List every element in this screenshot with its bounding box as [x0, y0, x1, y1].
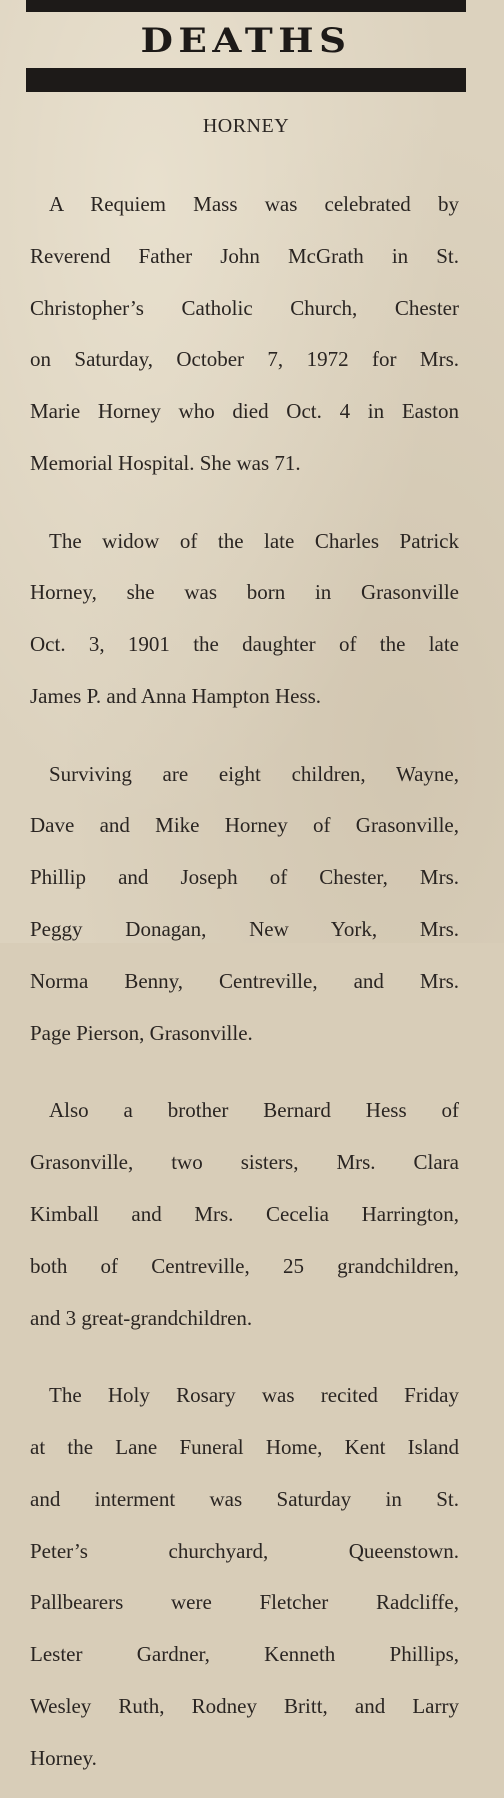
- top-rule: [26, 0, 466, 12]
- text-line: Wesley Ruth, Rodney Britt, and Larry: [30, 1694, 459, 1719]
- text-line: Horney.: [30, 1745, 97, 1770]
- text-line: Surviving are eight children, Wayne,: [49, 761, 459, 786]
- text-line: at the Lane Funeral Home, Kent Island: [30, 1435, 459, 1460]
- paragraph-widow: [30, 503, 459, 736]
- text-line: Page Pierson, Grasonville.: [30, 1020, 253, 1045]
- text-line: Grasonville, two sisters, Mrs. Clara: [30, 1150, 459, 1175]
- text-line: and interment was Saturday in St.: [30, 1486, 459, 1511]
- text-line: A Requiem Mass was celebrated by: [49, 191, 459, 216]
- paragraph-survivors: [30, 736, 459, 1073]
- text-line: Oct. 3, 1901 the daughter of the late: [30, 632, 459, 657]
- text-line: Christopher’s Catholic Church, Chester: [30, 295, 459, 320]
- text-line: Phillip and Joseph of Chester, Mrs.: [30, 865, 459, 890]
- text-line: on Saturday, October 7, 1972 for Mrs.: [30, 347, 459, 372]
- text-line: Dave and Mike Horney of Grasonville,: [30, 813, 459, 838]
- obituary-headline: HORNEY: [202, 115, 290, 137]
- text-line: Peter’s churchyard, Queenstown.: [30, 1538, 459, 1563]
- text-line: Memorial Hospital. She was 71.: [30, 450, 301, 475]
- text-line: both of Centreville, 25 grandchildren,: [30, 1253, 459, 1278]
- paragraph-siblings: [30, 1072, 459, 1357]
- paragraph-services: [30, 1357, 459, 1797]
- text-line: Lester Gardner, Kenneth Phillips,: [30, 1642, 459, 1667]
- text-line: Norma Benny, Centreville, and Mrs.: [30, 968, 459, 993]
- text-line: The Holy Rosary was recited Friday: [49, 1383, 459, 1408]
- text-line: The widow of the late Charles Patrick: [49, 528, 459, 553]
- section-title: DEATHS: [140, 21, 352, 61]
- title-rule: [26, 68, 466, 92]
- text-line: Pallbearers were Fletcher Radcliffe,: [30, 1590, 459, 1615]
- text-line: Kimball and Mrs. Cecelia Harrington,: [30, 1201, 459, 1226]
- text-line: Peggy Donagan, New York, Mrs.: [30, 917, 459, 942]
- text-line: Marie Horney who died Oct. 4 in Easton: [30, 399, 459, 424]
- text-line: James P. and Anna Hampton Hess.: [30, 683, 322, 708]
- paragraph-mass: [30, 166, 459, 503]
- text-line: Also a brother Bernard Hess of: [49, 1098, 459, 1123]
- text-line: Horney, she was born in Grasonville: [30, 580, 459, 605]
- text-line: and 3 great-grandchildren.: [30, 1305, 253, 1330]
- obituary-body: [30, 166, 459, 1798]
- text-line: Reverend Father John McGrath in St.: [30, 243, 459, 268]
